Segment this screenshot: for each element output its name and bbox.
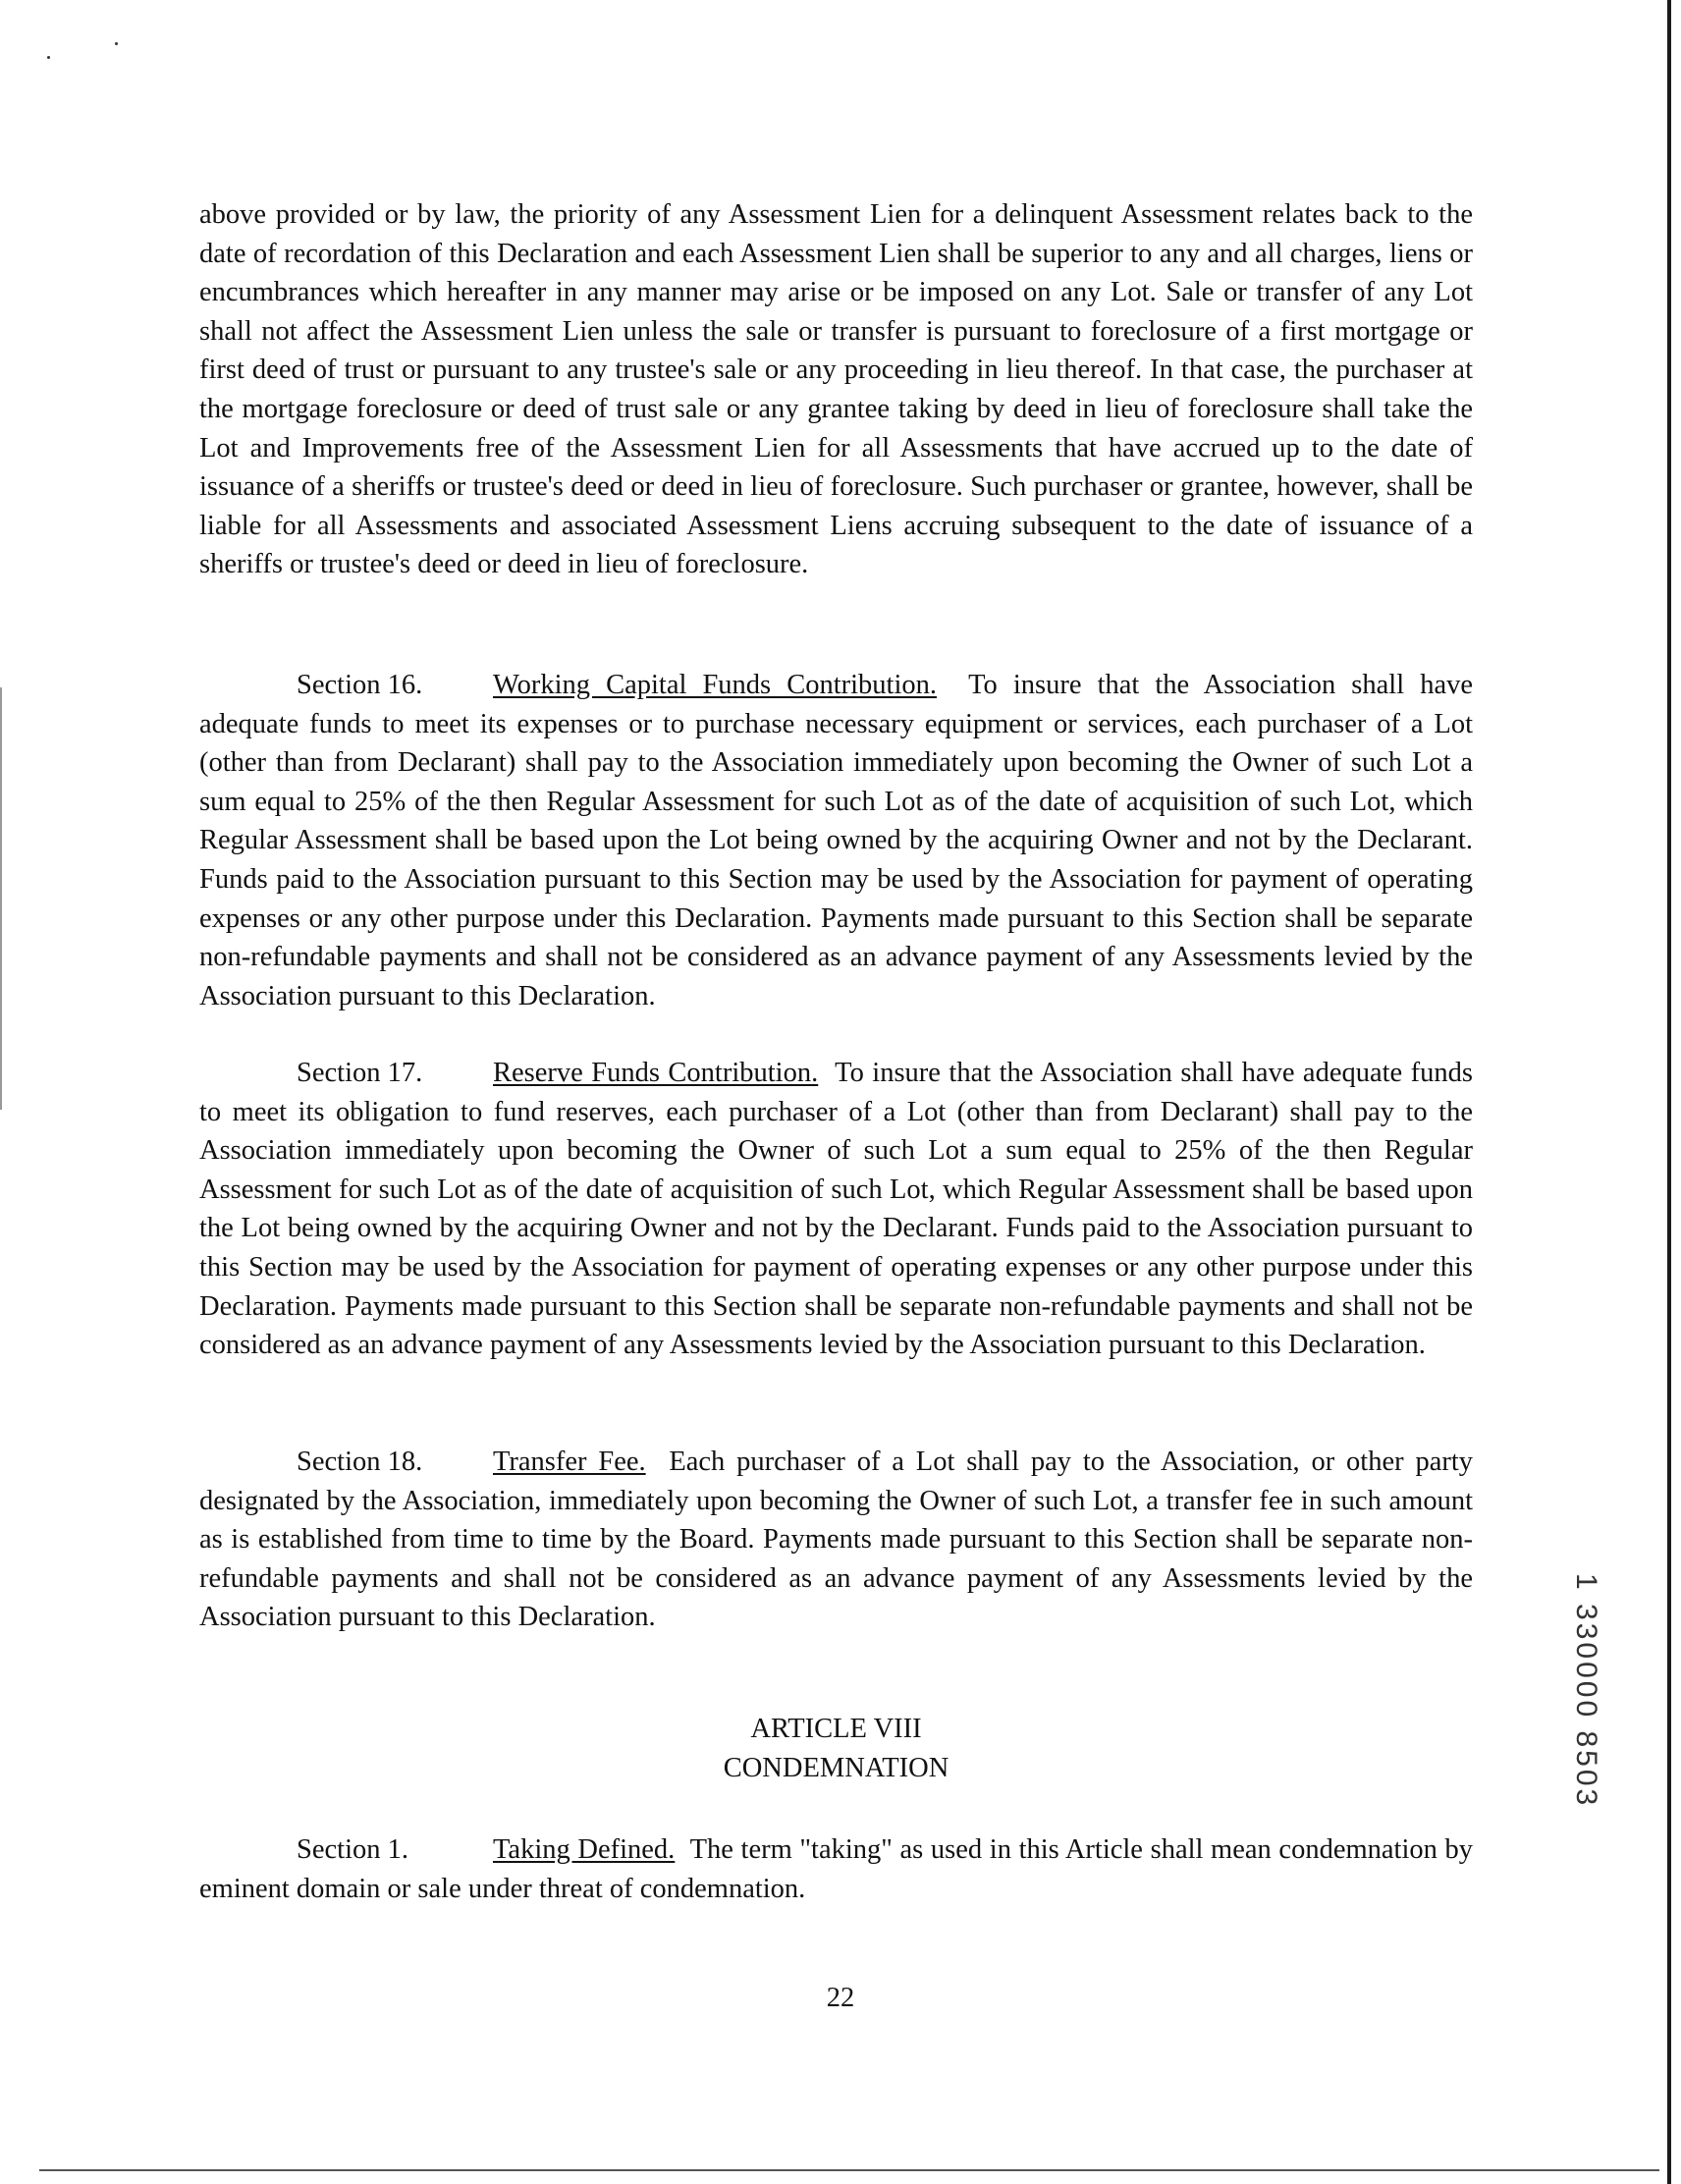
section-label: Section 17.	[297, 1058, 423, 1088]
section-17	[199, 1054, 1473, 1365]
section-title: Working Capital Funds Contribution.	[493, 670, 938, 700]
section-label: Section 1.	[297, 1834, 408, 1865]
continued-paragraph	[199, 195, 1473, 584]
section-label: Section 18.	[297, 1447, 423, 1477]
scan-edge-left	[0, 687, 2, 1110]
section-label: Section 16.	[297, 670, 423, 700]
side-stamp: 1 330000 8503	[1570, 1573, 1602, 1809]
section-title: Reserve Funds Contribution.	[493, 1058, 819, 1088]
scan-edge-right	[1667, 0, 1671, 2184]
scan-edge-bottom	[39, 2169, 1659, 2171]
section-body: To insure that the Association shall have adequate funds to meet its obligation to fund reserves, each purchaser of a Lot (other than from Declarant) shall pay to the Association immediately upon becoming the Owner of such Lot a sum equal to 25% of the then Regular Assessment for such Lot as of the date of acquisition of such Lot, which Regular Assessment shall be based upon the Lot being owned by the acquiring Owner and not by the Declarant. Funds paid to the Association pursuant to this Section may be used by the Association for payment of operating expenses or any other purpose under this Declaration. Payments made pursuant to this Section shall be separate non-refundable payments and shall not be considered as an advance payment of any Assessments levied by the Association pursuant to this Declaration.	[199, 1058, 1473, 1361]
article-heading	[199, 1710, 1473, 1787]
section-16	[199, 666, 1473, 1015]
article-number: ARTICLE VIII	[750, 1714, 922, 1744]
section-body: To insure that the Association shall have adequate funds to meet its expenses or to purchase necessary equipment or services, each purchaser of a Lot (other than from Declarant) shall pay to the Association immediately upon becoming the Owner of such Lot a sum equal to 25% of the then Regular Assessment for such Lot as of the date of acquisition of such Lot, which Regular Assessment shall be based upon the Lot being owned by the acquiring Owner and not by the Declarant. Funds paid to the Association pursuant to this Section may be used by the Association for payment of operating expenses or any other purpose under this Declaration. Payments made pursuant to this Section shall be separate non-refundable payments and shall not be considered as an advance payment of any Assessments levied by the Association pursuant to this Declaration.	[199, 670, 1473, 1011]
page-number: 22	[826, 1983, 855, 2013]
section-title: Transfer Fee.	[493, 1447, 646, 1477]
article-section-1	[199, 1830, 1473, 1908]
section-body: Each purchaser of a Lot shall pay to the Association, or other party designated by the Association, immediately upon becoming the Owner of such Lot, a transfer fee in such amount as is established from time to time by the Board. Payments made pursuant to this Section shall be separate non-refundable payments and shall not be considered as an advance payment of any Assessments levied by the Association pursuant to this Declaration.	[199, 1447, 1474, 1633]
article-title: CONDEMNATION	[723, 1752, 949, 1783]
scan-speck	[47, 56, 50, 59]
section-body: The term "taking" as used in this Article shall mean condemnation by eminent domain or sale under threat of condemnation.	[199, 1834, 1474, 1904]
section-title: Taking Defined.	[493, 1834, 676, 1865]
scan-speck	[115, 42, 118, 45]
section-18	[199, 1443, 1473, 1637]
continued-paragraph-text: above provided or by law, the priority of any Assessment Lien for a delinquent Assessment relates back to the date of recordation of this Declaration and each Assessment Lien shall be superior to any and all charges, liens or encumbrances which hereafter in any manner may arise or be imposed on any Lot. Sale or transfer of any Lot shall not affect the Assessment Lien unless the sale or transfer is pursuant to foreclosure of a first mortgage or first deed of trust or pursuant to any trustee's sale or any proceeding in lieu thereof. In that case, the purchaser at the mortgage foreclosure or deed of trust sale or any grantee taking by deed in lieu of foreclosure shall take the Lot and Improvements free of the Assessment Lien for all Assessments that have accrued up to the date of issuance of a sheriffs or trustee's deed or deed in lieu of foreclosure. Such purchaser or grantee, however, shall be liable for all Assessments and associated Assessment Liens accruing subsequent to the date of issuance of a sheriffs or trustee's deed or deed in lieu of foreclosure.	[199, 199, 1473, 580]
